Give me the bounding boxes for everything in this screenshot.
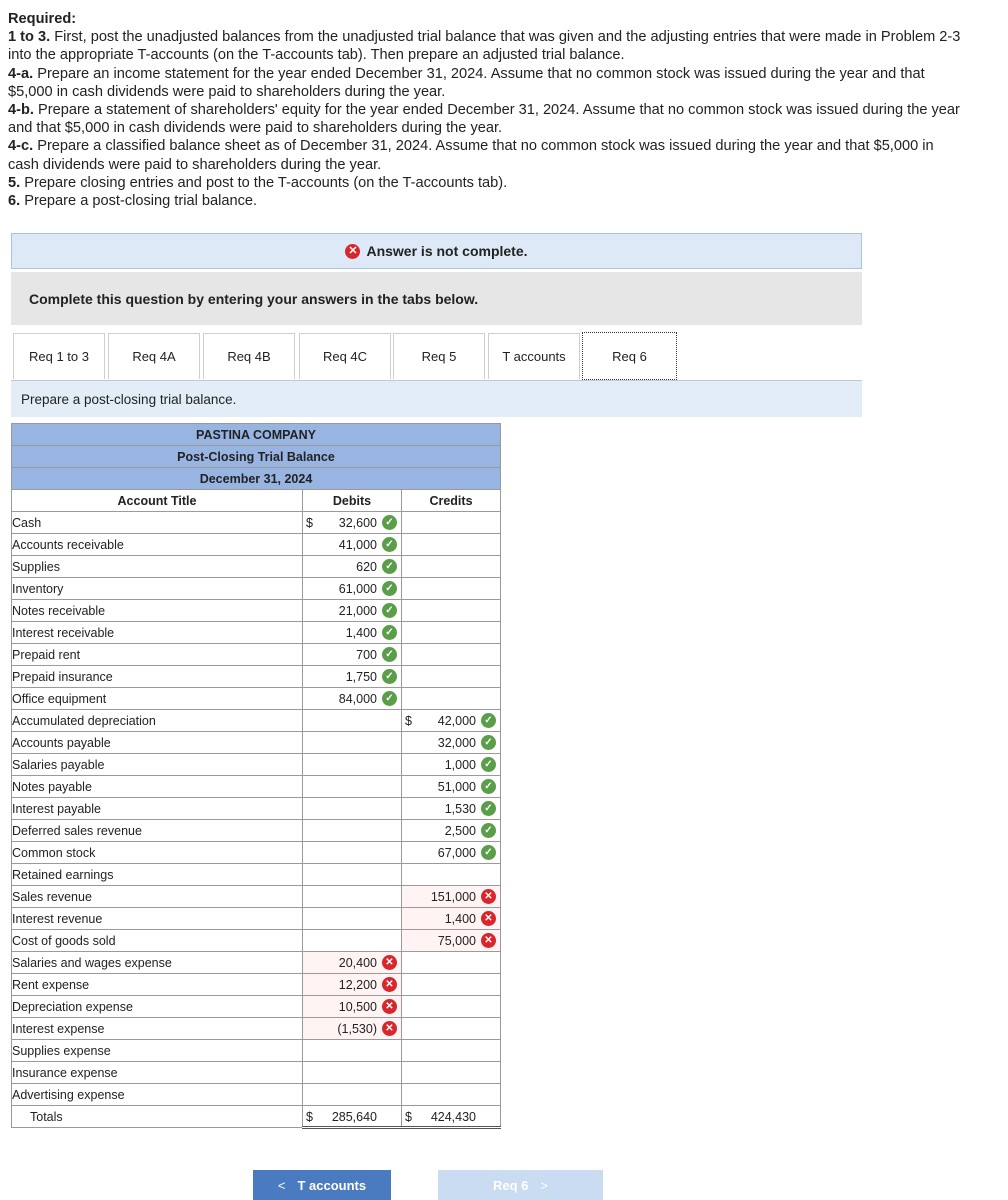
- table-row: [12, 952, 501, 974]
- tab-req-1-to-3[interactable]: Req 1 to 3: [13, 333, 105, 379]
- credit-cell[interactable]: [402, 886, 501, 908]
- error-icon: ✕: [382, 955, 397, 970]
- credit-cell[interactable]: [402, 710, 501, 732]
- debit-cell[interactable]: [303, 842, 402, 864]
- debit-value: 10,500: [338, 1000, 377, 1014]
- debit-cell[interactable]: [303, 776, 402, 798]
- table-row: [12, 820, 501, 842]
- credit-cell[interactable]: [402, 754, 501, 776]
- requirement-item: 6. Prepare a post-closing trial balance.: [8, 193, 258, 210]
- credit-cell[interactable]: [402, 952, 501, 974]
- check-icon: ✓: [382, 581, 397, 596]
- table-row: [12, 1062, 501, 1084]
- col-debits: Debits: [303, 490, 402, 512]
- account-title: Deferred sales revenue: [12, 820, 303, 842]
- account-title: Accounts receivable: [12, 534, 303, 556]
- table-row: [12, 622, 501, 644]
- check-icon: ✓: [382, 515, 397, 530]
- check-icon: ✓: [382, 625, 397, 640]
- account-title: Sales revenue: [12, 886, 303, 908]
- debit-value: 21,000: [338, 604, 377, 618]
- debit-value: (1,530): [337, 1022, 377, 1036]
- account-title: Interest revenue: [12, 908, 303, 930]
- account-title: Rent expense: [12, 974, 303, 996]
- credit-value: 42,000: [437, 714, 476, 728]
- check-icon: ✓: [382, 559, 397, 574]
- credit-value: 151,000: [430, 890, 476, 904]
- debit-cell[interactable]: [303, 600, 402, 622]
- company-name: PASTINA COMPANY: [12, 424, 501, 446]
- check-icon: ✓: [481, 823, 496, 838]
- account-title: Advertising expense: [12, 1084, 303, 1106]
- table-row: [12, 600, 501, 622]
- requirement-item: 1 to 3. First, post the unadjusted balances from the unadjusted trial balance that was given and the adjusting entries that were made in Problem 2-3 into the appropriate T-accounts (on the T-accounts tab). Then prepare an adjusted trial balance.: [8, 29, 961, 64]
- totals-row: [12, 1106, 501, 1128]
- credit-cell[interactable]: [402, 644, 501, 666]
- table-row: [12, 930, 501, 952]
- col-credits: Credits: [402, 490, 501, 512]
- credit-cell[interactable]: [402, 908, 501, 930]
- credit-cell[interactable]: [402, 688, 501, 710]
- requirement-item: 4-c. Prepare a classified balance sheet as of December 31, 2024. Assume that no common stock was issued during the year and that $5,000 in cash dividends were paid to shareholders during the year.: [8, 138, 934, 173]
- account-title: Salaries and wages expense: [12, 952, 303, 974]
- account-title: Inventory: [12, 578, 303, 600]
- debit-cell[interactable]: [303, 930, 402, 952]
- table-row: [12, 842, 501, 864]
- debit-cell[interactable]: [303, 798, 402, 820]
- debit-cell[interactable]: [303, 622, 402, 644]
- prev-tab-label: T accounts: [297, 1177, 367, 1193]
- check-icon: ✓: [481, 757, 496, 772]
- credit-value: 1,000: [444, 758, 476, 772]
- credit-cell[interactable]: [402, 578, 501, 600]
- credit-value: 75,000: [437, 934, 476, 948]
- credit-cell[interactable]: [402, 666, 501, 688]
- statement-date: December 31, 2024: [12, 468, 501, 490]
- check-icon: ✓: [481, 845, 496, 860]
- account-title: Common stock: [12, 842, 303, 864]
- account-title: Prepaid insurance: [12, 666, 303, 688]
- total-debits: 285,640: [331, 1110, 377, 1124]
- debit-cell[interactable]: [303, 556, 402, 578]
- debit-cell[interactable]: [303, 754, 402, 776]
- instruction-bar: [11, 272, 862, 325]
- check-icon: ✓: [382, 603, 397, 618]
- debit-cell[interactable]: [303, 578, 402, 600]
- banner-text: Answer is not complete.: [366, 243, 528, 259]
- debit-value: 61,000: [338, 582, 377, 596]
- account-title: Cost of goods sold: [12, 930, 303, 952]
- table-row: [12, 644, 501, 666]
- credit-cell[interactable]: [402, 732, 501, 754]
- check-icon: ✓: [481, 735, 496, 750]
- check-icon: ✓: [481, 801, 496, 816]
- credit-cell[interactable]: [402, 930, 501, 952]
- debit-value: 12,200: [338, 978, 377, 992]
- debit-cell[interactable]: [303, 1084, 402, 1106]
- debit-value: 620: [356, 560, 377, 574]
- table-row: [12, 512, 501, 534]
- debit-cell[interactable]: [303, 820, 402, 842]
- error-icon: ✕: [345, 244, 360, 259]
- account-title: Interest receivable: [12, 622, 303, 644]
- credit-cell[interactable]: [402, 974, 501, 996]
- account-title: Cash: [12, 512, 303, 534]
- credit-cell[interactable]: [402, 600, 501, 622]
- prev-tab-button[interactable]: [253, 1170, 391, 1200]
- debit-value: 41,000: [338, 538, 377, 552]
- table-row: [12, 864, 501, 886]
- table-row: [12, 974, 501, 996]
- chevron-right-icon: >: [540, 1177, 548, 1193]
- account-title: Accounts payable: [12, 732, 303, 754]
- tab-req-6[interactable]: Req 6: [582, 332, 677, 380]
- check-icon: ✓: [382, 537, 397, 552]
- table-row: [12, 798, 501, 820]
- credit-cell[interactable]: [402, 556, 501, 578]
- requirements-heading: Required:: [8, 11, 77, 27]
- table-row: [12, 666, 501, 688]
- table-row: [12, 556, 501, 578]
- account-title: Interest expense: [12, 1018, 303, 1040]
- credit-cell[interactable]: [402, 1018, 501, 1040]
- account-title: Supplies: [12, 556, 303, 578]
- table-row: [12, 732, 501, 754]
- debit-value: 84,000: [338, 692, 377, 706]
- check-icon: ✓: [481, 713, 496, 728]
- requirements: [8, 10, 968, 210]
- debit-cell[interactable]: [303, 644, 402, 666]
- debit-cell[interactable]: [303, 908, 402, 930]
- dollar-sign: $: [306, 1110, 313, 1124]
- table-row: [12, 886, 501, 908]
- error-icon: ✕: [382, 1021, 397, 1036]
- account-title: Interest payable: [12, 798, 303, 820]
- col-account-title: Account Title: [12, 490, 303, 512]
- credit-value: 67,000: [437, 846, 476, 860]
- tab-req-4a[interactable]: Req 4A: [108, 333, 200, 379]
- trial-balance-table: [11, 423, 501, 1129]
- tab-req-4b[interactable]: Req 4B: [203, 333, 295, 379]
- total-credits: 424,430: [430, 1110, 476, 1124]
- table-row: [12, 1084, 501, 1106]
- table-row: [12, 1040, 501, 1062]
- account-title: Depreciation expense: [12, 996, 303, 1018]
- account-title: Office equipment: [12, 688, 303, 710]
- credit-cell[interactable]: [402, 1040, 501, 1062]
- tab-req-5[interactable]: Req 5: [393, 333, 485, 379]
- error-icon: ✕: [382, 999, 397, 1014]
- credit-cell[interactable]: [402, 820, 501, 842]
- error-icon: ✕: [481, 933, 496, 948]
- account-title: Prepaid rent: [12, 644, 303, 666]
- debit-cell[interactable]: [303, 1018, 402, 1040]
- requirement-item: 4-a. Prepare an income statement for the year ended December 31, 2024. Assume that no common stock was issued during the year and that $5,000 in cash dividends were paid to shareholders during the year.: [8, 65, 925, 100]
- credit-cell[interactable]: [402, 1062, 501, 1084]
- error-icon: ✕: [382, 977, 397, 992]
- debit-value: 1,400: [345, 626, 377, 640]
- credit-value: 32,000: [437, 736, 476, 750]
- prompt-bar: [11, 381, 862, 417]
- table-row: [12, 688, 501, 710]
- credit-value: 1,530: [444, 802, 476, 816]
- table-row: [12, 1018, 501, 1040]
- error-icon: ✕: [481, 911, 496, 926]
- credit-value: 51,000: [437, 780, 476, 794]
- credit-cell[interactable]: [402, 1084, 501, 1106]
- credit-value: 2,500: [444, 824, 476, 838]
- debit-cell[interactable]: [303, 512, 402, 534]
- prompt-text: Prepare a post-closing trial balance.: [21, 391, 237, 407]
- chevron-left-icon: <: [277, 1177, 286, 1193]
- tab-t-accounts[interactable]: T accounts: [488, 333, 580, 379]
- debit-cell[interactable]: [303, 1062, 402, 1084]
- credit-cell[interactable]: [402, 842, 501, 864]
- requirement-item: 5. Prepare closing entries and post to the T-accounts (on the T-accounts tab).: [8, 174, 508, 191]
- table-row: [12, 578, 501, 600]
- total-credits-cell: [402, 1106, 501, 1128]
- table-row: [12, 710, 501, 732]
- debit-value: 1,750: [345, 670, 377, 684]
- account-title: Insurance expense: [12, 1062, 303, 1084]
- account-title: Notes payable: [12, 776, 303, 798]
- credit-value: 1,400: [444, 912, 476, 926]
- debit-cell[interactable]: [303, 952, 402, 974]
- account-title: Retained earnings: [12, 864, 303, 886]
- credit-cell[interactable]: [402, 864, 501, 886]
- table-row: [12, 908, 501, 930]
- table-row: [12, 996, 501, 1018]
- debit-cell[interactable]: [303, 710, 402, 732]
- debit-cell[interactable]: [303, 732, 402, 754]
- check-icon: ✓: [481, 779, 496, 794]
- check-icon: ✓: [382, 669, 397, 684]
- dollar-sign: $: [405, 1110, 412, 1124]
- debit-value: 700: [356, 648, 377, 662]
- credit-cell[interactable]: [402, 798, 501, 820]
- debit-cell[interactable]: [303, 534, 402, 556]
- credit-cell[interactable]: [402, 776, 501, 798]
- check-icon: ✓: [382, 647, 397, 662]
- debit-value: 20,400: [338, 956, 377, 970]
- credit-cell[interactable]: [402, 996, 501, 1018]
- tab-req-4c[interactable]: Req 4C: [299, 333, 391, 379]
- instruction-text: Complete this question by entering your answers in the tabs below.: [29, 290, 479, 307]
- next-tab-button[interactable]: [438, 1170, 603, 1200]
- debit-cell[interactable]: [303, 886, 402, 908]
- account-title: Salaries payable: [12, 754, 303, 776]
- requirement-item: 4-b. Prepare a statement of shareholders' equity for the year ended December 31, 2024. Assume that no common stock was issued during the year and that $5,000 in cash dividends were paid to shareholders during the year.: [8, 102, 960, 137]
- debit-cell[interactable]: [303, 666, 402, 688]
- error-icon: ✕: [481, 889, 496, 904]
- account-title: Accumulated depreciation: [12, 710, 303, 732]
- debit-cell[interactable]: [303, 864, 402, 886]
- dollar-sign: $: [306, 516, 313, 530]
- statement-title: Post-Closing Trial Balance: [12, 446, 501, 468]
- totals-label: Totals: [12, 1106, 303, 1128]
- table-row: [12, 534, 501, 556]
- debit-cell[interactable]: [303, 1040, 402, 1062]
- table-row: [12, 776, 501, 798]
- account-title: Notes receivable: [12, 600, 303, 622]
- credit-cell[interactable]: [402, 534, 501, 556]
- check-icon: ✓: [382, 691, 397, 706]
- debit-cell[interactable]: [303, 974, 402, 996]
- account-title: Supplies expense: [12, 1040, 303, 1062]
- debit-value: 32,600: [338, 516, 377, 530]
- table-row: [12, 754, 501, 776]
- dollar-sign: $: [405, 714, 412, 728]
- total-debits-cell: [303, 1106, 402, 1128]
- credit-cell[interactable]: [402, 512, 501, 534]
- incomplete-banner: [11, 233, 862, 269]
- debit-cell[interactable]: [303, 996, 402, 1018]
- next-tab-label: Req 6: [493, 1177, 529, 1193]
- credit-cell[interactable]: [402, 622, 501, 644]
- debit-cell[interactable]: [303, 688, 402, 710]
